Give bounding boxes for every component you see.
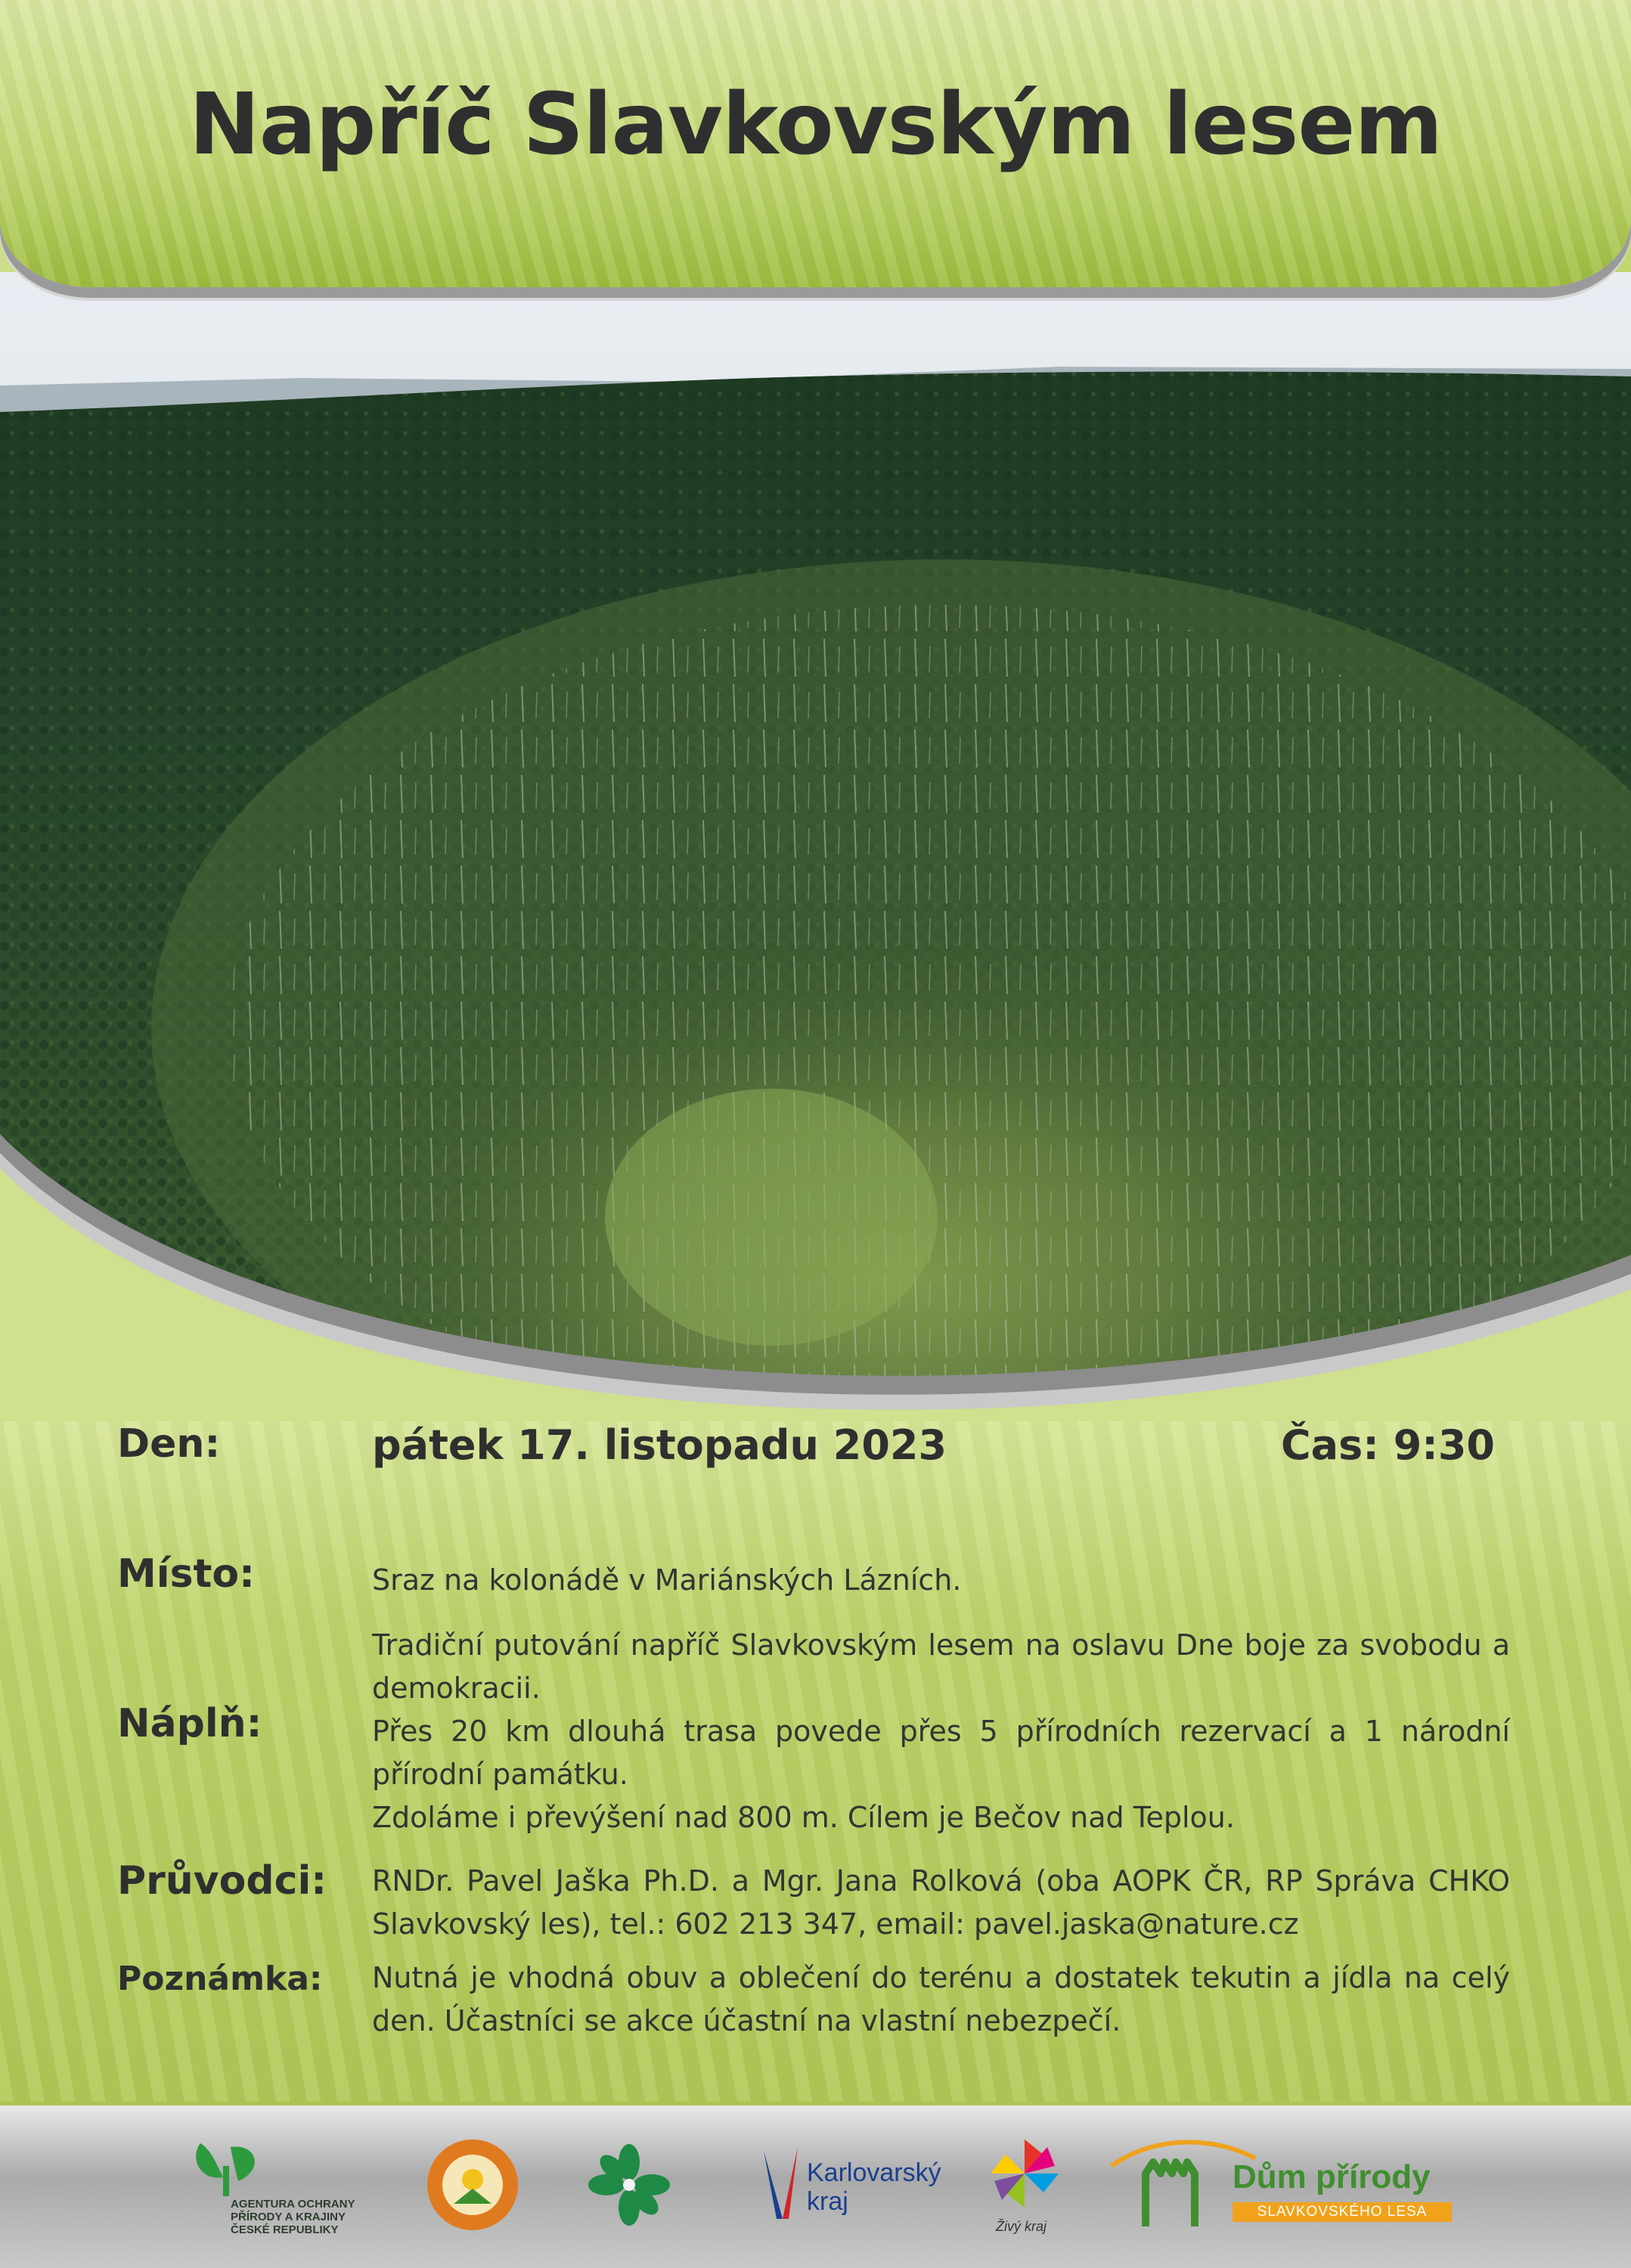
aopk-leaf-icon	[185, 2136, 268, 2196]
content-line-3: Zdoláme i převýšení nad 800 m. Cílem je Bečov nad Teplou.	[372, 1801, 1235, 1834]
time-value: 9:30	[1393, 1421, 1495, 1469]
content-text	[372, 1624, 1510, 1839]
place-label: Místo:	[117, 1551, 255, 1597]
csop-logo	[582, 2136, 688, 2242]
footer-logos	[0, 2105, 1631, 2268]
csop-flower-icon	[582, 2136, 688, 2242]
time-label: Čas:	[1281, 1421, 1379, 1469]
chko-logo	[423, 2136, 522, 2242]
content-line-2: Přes 20 km dlouhá trasa povede přes 5 přírodních rezervací a 1 národní přírodní památku.	[372, 1715, 1510, 1791]
event-info	[0, 1421, 1631, 2102]
content-label: Náplň:	[117, 1701, 262, 1746]
chko-seal-icon	[423, 2136, 522, 2234]
karlovarsky-v-icon	[760, 2143, 805, 2226]
aopk-logo	[185, 2136, 367, 2242]
zivy-kraj-logo	[987, 2136, 1070, 2242]
guides-value: RNDr. Pavel Jaška Ph.D. a Mgr. Jana Rolková (oba AOPK ČR, RP Správa CHKO Slavkovský les), tel.: 602 213 347, email: pavel.jaska@nature.cz	[372, 1864, 1510, 1941]
day-value: pátek 17. listopadu 2023	[372, 1421, 947, 1469]
aopk-line-2: PŘÍRODY A KRAJINY	[231, 2211, 346, 2223]
aopk-line-1: AGENTURA OCHRANY	[231, 2198, 355, 2211]
content-line-1: Tradiční putování napříč Slavkovským lesem na oslavu Dne boje za svobodu a demokracii.	[372, 1628, 1510, 1705]
dum-prirody-logo	[1108, 2136, 1456, 2242]
dum-prirody-subtitle: SLAVKOVSKÉHO LESA	[1233, 2202, 1452, 2222]
header-band	[0, 0, 1631, 287]
day-label: Den:	[117, 1421, 221, 1467]
dum-prirody-name: Dům přírody	[1233, 2158, 1431, 2195]
note-value: Nutná je vhodná obuv a oblečení do terénu a dostatek tekutin a jídla na celý den. Účastníci se akce účastní na vlastní nebezpečí.	[372, 1961, 1510, 2037]
place-value: Sraz na kolonádě v Mariánských Lázních.	[372, 1563, 962, 1597]
karlovarsky-logo	[760, 2136, 957, 2242]
time-block	[1281, 1421, 1495, 1469]
guides-label: Průvodci:	[117, 1858, 327, 1904]
pinwheel-icon	[987, 2136, 1062, 2211]
aopk-line-3: ČESKÉ REPUBLIKY	[231, 2223, 339, 2236]
page-title: Napříč Slavkovským lesem	[188, 76, 1443, 174]
zivy-kraj-text: Živý kraj	[996, 2219, 1047, 2234]
karlovarsky-line-1: Karlovarský	[807, 2158, 941, 2187]
note-label: Poznámka:	[117, 1960, 323, 1998]
karlovarsky-line-2: kraj	[807, 2187, 848, 2216]
curve-frame	[0, 1134, 1631, 1452]
